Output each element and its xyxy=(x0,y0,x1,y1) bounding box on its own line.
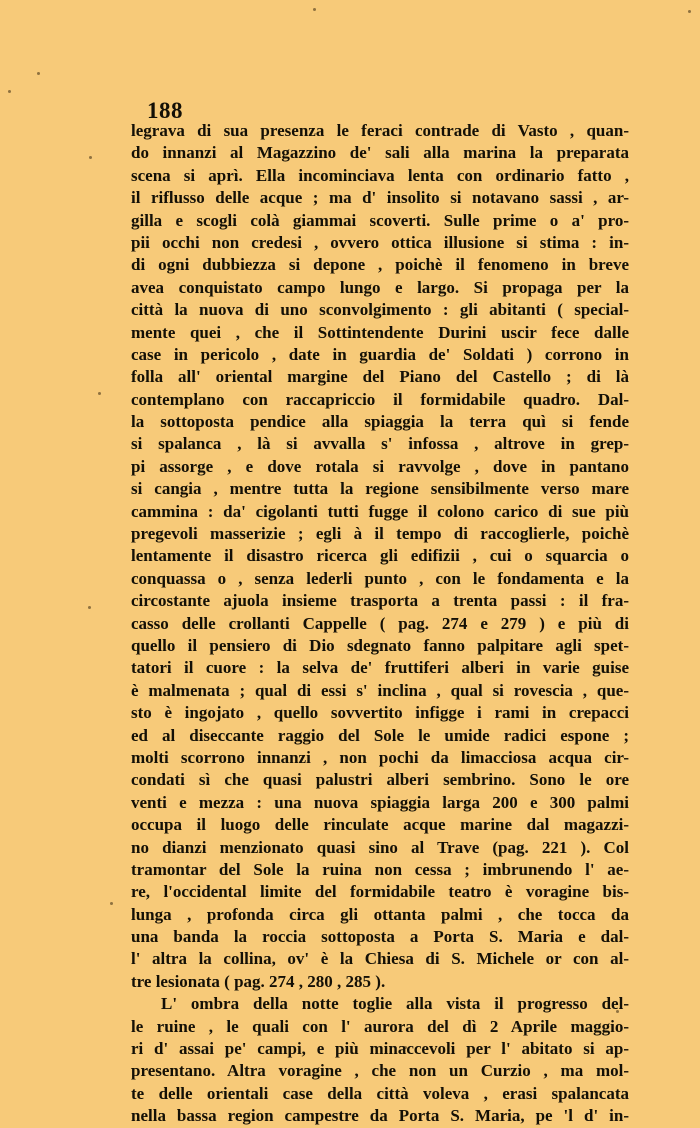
text-line: contemplano con raccapriccio il formidabile quadro. Dal- xyxy=(131,389,629,409)
text-line: tatori il cuore : la selva de' fruttiferi alberi in varie guise xyxy=(131,658,629,678)
text-line: è malmenata ; qual di essi s' inclina , qual si rovescia , que- xyxy=(131,680,629,700)
paper-speck xyxy=(110,902,113,905)
text-line: tramontar del Sole la ruina non cessa ; imbrunendo l' ae- xyxy=(131,859,629,879)
text-line: casso delle crollanti Cappelle ( pag. 274 e 279 ) e più di xyxy=(131,613,629,633)
text-line: cammina : da' cigolanti tutti fugge il colono carico di sue più xyxy=(131,501,629,521)
text-line: avea conquistato campo lungo e largo. Si propaga per la xyxy=(131,277,629,297)
text-line: molti scorrono innanzi , non pochi da limacciosa acqua cir- xyxy=(131,747,629,767)
text-line: te delle orientali case della città voleva , erasi spalancata xyxy=(131,1083,629,1103)
text-line: il riflusso delle acque ; ma d' insolito si notavano sassi , ar- xyxy=(131,188,629,208)
paragraph xyxy=(131,120,629,993)
paper-speck xyxy=(88,606,91,609)
page-number: 188 xyxy=(147,98,183,123)
text-line: lentamente il disastro ricerca gli edifizii , cui o squarcia o xyxy=(131,546,629,566)
text-line: si cangia , mentre tutta la regione sensibilmente verso mare xyxy=(131,479,629,499)
text-line: le ruine , le quali con l' aurora del dì 2 Aprile maggio- xyxy=(131,1016,629,1036)
text-line: circostante ajuola insieme trasporta a trenta passi : il fra- xyxy=(131,591,629,611)
body-text xyxy=(131,120,629,1128)
text-line: quello il pensiero di Dio sdegnato fanno palpitare agli spet- xyxy=(131,635,629,655)
paper-speck xyxy=(89,156,92,159)
text-line: pi assorge , e dove rotala si ravvolge , dove in pantano xyxy=(131,456,629,476)
text-line: case in pericolo , date in guardia de' Soldati ) corrono in xyxy=(131,344,629,364)
text-line: una banda la roccia sottoposta a Porta S. Maria e dal- xyxy=(131,927,629,947)
text-line: città la nuova di uno sconvolgimento : gli abitanti ( special- xyxy=(131,300,629,320)
paper-speck xyxy=(98,392,101,395)
text-line: scena si aprì. Ella incominciava lenta con ordinario fatto , xyxy=(131,165,629,185)
text-line: presentano. Altra voragine , che non un Curzio , ma mol- xyxy=(131,1061,629,1081)
text-line: re, l'occidental limite del formidabile teatro è voragine bis- xyxy=(131,882,629,902)
text-line: la sottoposta pendice alla spiaggia la terra quì si fende xyxy=(131,412,629,432)
text-line: no dianzi menzionato quasi sino al Trave (pag. 221 ). Col xyxy=(131,837,629,857)
text-line: folla all' oriental margine del Piano del Castello ; di là xyxy=(131,367,629,387)
paragraph xyxy=(131,993,629,1127)
text-line: si spalanca , là si avvalla s' infossa , altrove in grep- xyxy=(131,434,629,454)
text-line: do innanzi al Magazzino de' sali alla marina la preparata xyxy=(131,143,629,163)
text-line: lunga , profonda circa gli ottanta palmi , che tocca da xyxy=(131,904,629,924)
text-line: ed al diseccante raggio del Sole le umide radici espone ; xyxy=(131,725,629,745)
text-line: L' ombra della notte toglie alla vista il progresso del- xyxy=(161,994,629,1014)
paper-speck xyxy=(37,72,40,75)
text-line: sto è ingojato , quello sovvertito infigge i rami in crepacci xyxy=(131,703,629,723)
text-line: l' altra la collina, ov' è la Chiesa di S. Michele or con al- xyxy=(131,949,629,969)
text-line: pii occhi non credesi , ovvero ottica illusione si stima : in- xyxy=(131,232,629,252)
paper-speck xyxy=(8,90,11,93)
text-line: tre lesionata ( pag. 274 , 280 , 285 ). xyxy=(131,971,386,991)
text-line: di ogni dubbiezza si depone , poichè il fenomeno in breve xyxy=(131,255,629,275)
text-line: venti e mezza : una nuova spiaggia larga 200 e 300 palmi xyxy=(131,792,629,812)
text-line: ri d' assai pe' campi, e più minaccevoli per l' abitato si ap- xyxy=(131,1039,629,1059)
text-line: gilla e scogli colà giammai scoverti. Sulle prime o a' pro- xyxy=(131,210,629,230)
text-line: pregevoli masserizie ; egli à il tempo di raccoglierle, poichè xyxy=(131,524,629,544)
text-line: nella bassa region campestre da Porta S. Maria, pe 'l d' in- xyxy=(131,1106,629,1126)
paper-speck xyxy=(313,8,316,11)
text-line: legrava di sua presenza le feraci contrade di Vasto , quan- xyxy=(131,121,629,140)
text-line: mente quei , che il Sottintendente Durini uscir fece dalle xyxy=(131,322,629,342)
text-line: conquassa o , senza lederli punto , con le fondamenta e la xyxy=(131,568,629,588)
text-line: occupa il luogo delle rinculate acque marine dal magazzi- xyxy=(131,815,629,835)
paper-speck xyxy=(688,10,691,13)
text-line: condati sì che quasi palustri alberi sembrino. Sono le ore xyxy=(131,770,629,790)
